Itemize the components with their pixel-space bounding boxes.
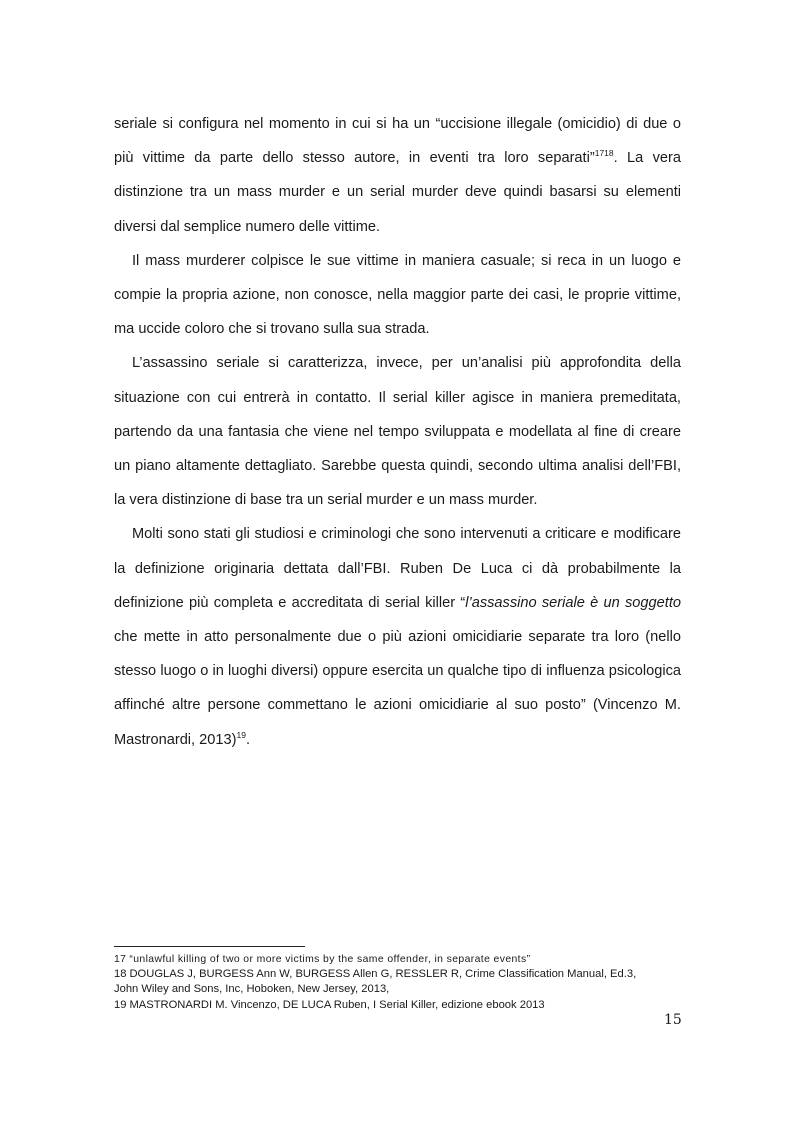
paragraph-4-text-c: . <box>245 731 251 748</box>
footnote-text: “unlawful killing of two or more victims by the same offender, in separate events” <box>129 954 531 965</box>
footnote-17 <box>114 952 694 967</box>
paragraph-1-text-b: . La vera distinzione tra un mass murder e un serial murder deve quindi basarsi su elementi diversi dal semplice numero delle vittime. <box>114 150 681 235</box>
footnote-ref-19: 19 <box>236 729 246 740</box>
paragraph-4-text-b: che mette in atto personalmente due o più azioni omicidiarie separate tra loro (nello stesso luogo o in luoghi diversi) oppure esercita un qualche tipo di influenza psicologica affinché altre persone commettano le azioni omicidiarie al suo posto” (Vincenzo M. Mastronardi, 2013) <box>114 629 681 748</box>
page-number: 15 <box>664 1012 682 1028</box>
footnote-18 <box>114 967 694 982</box>
paragraph-2: Il mass murderer colpisce le sue vittime in maniera casuale; si reca in un luogo e compie la propria azione, non conosce, nella maggior parte dei casi, le proprie vittime, ma uccide coloro che si trovano sulla sua strada. <box>114 252 681 338</box>
footnote-separator <box>114 946 305 947</box>
paragraph-1-text-a: seriale si configura nel momento in cui si ha un “uccisione illegale (omicidio) di due o più vittime da parte dello stesso autore, in eventi tra loro separati” <box>114 116 681 167</box>
paragraph-3: L’assassino seriale si caratterizza, invece, per un’analisi più approfondita della situazione con cui entrerà in contatto. Il serial killer agisce in maniera premeditata, partendo da una fantasia che viene nel tempo sviluppata e modellata al fine di creare un piano altamente dettagliato. Sarebbe questa quindi, secondo ultima analisi dell’FBI, la vera distinzione di base tra un serial murder e un mass murder. <box>114 355 681 509</box>
footnote-number: 17 <box>114 954 127 965</box>
footnote-text: MASTRONARDI M. Vincenzo, DE LUCA Ruben, I Serial Killer, edizione ebook 2013 <box>129 998 545 1011</box>
footnote-ref-17-18: 1718 <box>594 148 614 159</box>
paragraph-4-text-a: Molti sono stati gli studiosi e criminologi che sono intervenuti a criticare e modificare la definizione originaria dettata dall’FBI. Ruben De Luca ci dà probabilmente la definizione più completa e accreditata di serial killer “ <box>114 526 681 611</box>
body-text <box>114 107 681 757</box>
footnotes <box>114 952 694 1013</box>
footnote-number: 19 <box>114 998 127 1011</box>
footnote-text: DOUGLAS J, BURGESS Ann W, BURGESS Allen G, RESSLER R, Crime Classification Manual, Ed.3, <box>129 968 637 981</box>
paragraph-4 <box>114 517 681 756</box>
paragraph-1 <box>114 107 681 244</box>
footnote-19 <box>114 998 694 1013</box>
paragraph-4-quote-italic: l’assassino seriale è un soggetto <box>465 594 681 611</box>
footnote-number: 18 <box>114 968 127 981</box>
footnote-18-continuation: John Wiley and Sons, Inc, Hoboken, New Jersey, 2013, <box>114 983 390 996</box>
